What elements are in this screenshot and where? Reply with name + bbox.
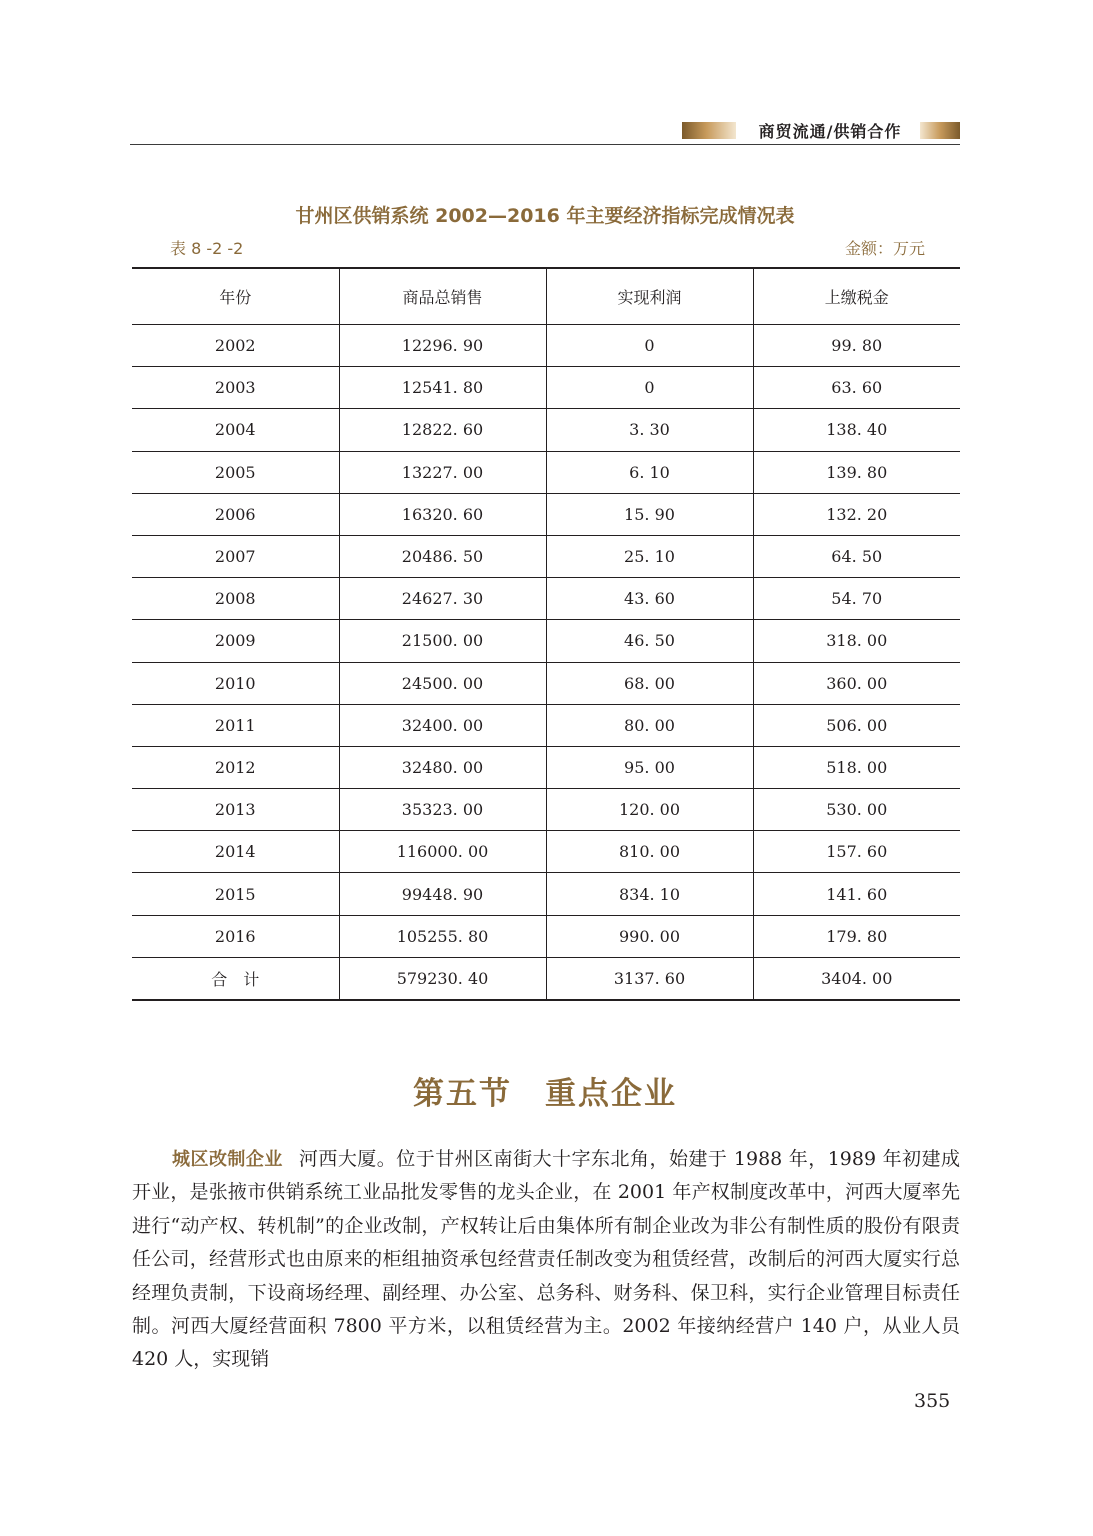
cell-tax: 132. 20 (753, 493, 960, 535)
header-decor-bar-right (920, 122, 960, 139)
cell-sales: 32400. 00 (339, 704, 546, 746)
cell-tax: 139. 80 (753, 451, 960, 493)
column-header-sales: 商品总销售 (339, 268, 546, 325)
table-row (132, 873, 960, 915)
cell-profit: 0 (546, 367, 753, 409)
table-number: 表 8 -2 -2 (170, 239, 244, 258)
cell-tax: 360. 00 (753, 662, 960, 704)
cell-tax: 518. 00 (753, 746, 960, 788)
cell-tax: 506. 00 (753, 704, 960, 746)
cell-sales: 16320. 60 (339, 493, 546, 535)
cell-year: 2014 (132, 831, 339, 873)
table-row (132, 493, 960, 535)
page-number: 355 (914, 1390, 951, 1412)
cell-tax: 138. 40 (753, 409, 960, 451)
column-header-profit: 实现利润 (546, 268, 753, 325)
cell-sales: 12541. 80 (339, 367, 546, 409)
cell-tax: 64. 50 (753, 535, 960, 577)
cell-year: 2002 (132, 325, 339, 367)
table-title: 甘州区供销系统 2002—2016 年主要经济指标完成情况表 (295, 205, 795, 227)
cell-tax: 157. 60 (753, 831, 960, 873)
header-decor-bar-left (682, 122, 736, 139)
cell-profit: 120. 00 (546, 789, 753, 831)
cell-sales: 24500. 00 (339, 662, 546, 704)
cell-profit: 95. 00 (546, 746, 753, 788)
body-paragraph (132, 1143, 960, 1377)
running-title: 商贸流通/供销合作 (758, 122, 902, 141)
cell-profit: 6. 10 (546, 451, 753, 493)
cell-sales: 32480. 00 (339, 746, 546, 788)
table-row (132, 620, 960, 662)
cell-tax: 99. 80 (753, 325, 960, 367)
table-row (132, 746, 960, 788)
table-row (132, 915, 960, 957)
table-unit: 金额：万元 (844, 239, 925, 258)
cell-profit: 3137. 60 (546, 957, 753, 1000)
cell-year: 2007 (132, 535, 339, 577)
cell-sales: 105255. 80 (339, 915, 546, 957)
cell-sales: 35323. 00 (339, 789, 546, 831)
cell-profit: 68. 00 (546, 662, 753, 704)
cell-tax: 530. 00 (753, 789, 960, 831)
paragraph-lead: 城区改制企业 (172, 1149, 283, 1170)
cell-year: 2016 (132, 915, 339, 957)
cell-profit: 43. 60 (546, 578, 753, 620)
cell-profit: 25. 10 (546, 535, 753, 577)
cell-year: 2011 (132, 704, 339, 746)
cell-profit: 834. 10 (546, 873, 753, 915)
cell-tax: 54. 70 (753, 578, 960, 620)
table-row (132, 367, 960, 409)
cell-year: 2013 (132, 789, 339, 831)
cell-profit: 0 (546, 325, 753, 367)
cell-year: 2008 (132, 578, 339, 620)
cell-tax: 318. 00 (753, 620, 960, 662)
cell-sales: 12822. 60 (339, 409, 546, 451)
table-row (132, 578, 960, 620)
cell-tax: 3404. 00 (753, 957, 960, 1000)
cell-profit: 15. 90 (546, 493, 753, 535)
table-row (132, 409, 960, 451)
table-row (132, 662, 960, 704)
cell-profit: 3. 30 (546, 409, 753, 451)
cell-sales: 21500. 00 (339, 620, 546, 662)
table-row (132, 704, 960, 746)
cell-profit: 46. 50 (546, 620, 753, 662)
paragraph-text: 河西大厦。位于甘州区南街大十字东北角，始建于 1988 年，1989 年初建成开业，是张掖市供销系统工业品批发零售的龙头企业，在 2001 年产权制度改革中，河西大厦率先进行“动产权、转机制”的企业改制，产权转让后由集体所有制企业改为非公有制性质的股份有限责任公司，经营形式也由原来的柜组抽资承包经营责任制改变为租赁经营，改制后的河西大厦实行总经理负责制，下设商场经理、副经理、办公室、总务科、财务科、保卫科，实行企业管理目标责任制。河西大厦经营面积 7800 平方米，以租赁经营为主。2002 年接纳经营户 140 户，从业人员 420 人，实现销 (132, 1148, 961, 1371)
column-header-tax: 上缴税金 (753, 268, 960, 325)
cell-tax: 63. 60 (753, 367, 960, 409)
table-row (132, 451, 960, 493)
cell-sales: 99448. 90 (339, 873, 546, 915)
indicator-table (132, 267, 960, 1001)
table-total-row (132, 957, 960, 1000)
table-row (132, 831, 960, 873)
table-row (132, 789, 960, 831)
cell-year: 2012 (132, 746, 339, 788)
cell-sales: 13227. 00 (339, 451, 546, 493)
cell-sales: 12296. 90 (339, 325, 546, 367)
cell-sales: 579230. 40 (339, 957, 546, 1000)
cell-sales: 24627. 30 (339, 578, 546, 620)
cell-profit: 810. 00 (546, 831, 753, 873)
table-row (132, 325, 960, 367)
cell-tax: 179. 80 (753, 915, 960, 957)
cell-year: 合 计 (211, 969, 260, 989)
cell-profit: 80. 00 (546, 704, 753, 746)
cell-profit: 990. 00 (546, 915, 753, 957)
cell-year: 2010 (132, 662, 339, 704)
cell-year: 2015 (132, 873, 339, 915)
table-header-row (132, 268, 960, 325)
cell-year: 2005 (132, 451, 339, 493)
table-row (132, 535, 960, 577)
cell-tax: 141. 60 (753, 873, 960, 915)
cell-sales: 20486. 50 (339, 535, 546, 577)
section-title: 第五节 重点企业 (413, 1076, 677, 1112)
cell-year: 2003 (132, 367, 339, 409)
running-header (130, 118, 960, 145)
cell-sales: 116000. 00 (339, 831, 546, 873)
table-body (132, 325, 960, 1001)
cell-year: 2009 (132, 620, 339, 662)
cell-year: 2004 (132, 409, 339, 451)
cell-year: 2006 (132, 493, 339, 535)
column-header-year: 年份 (132, 268, 339, 325)
